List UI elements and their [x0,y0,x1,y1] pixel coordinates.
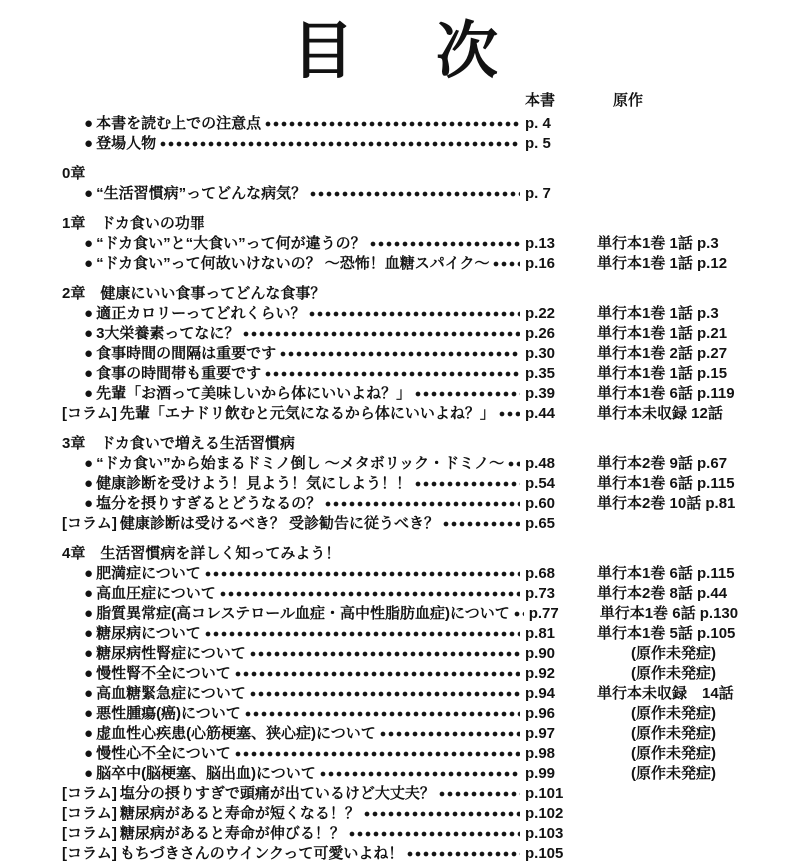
dot-leader [243,330,520,338]
bullet-icon: ● [84,325,94,342]
entry-title: “生活習慣病”ってどんな病気？ [96,185,307,202]
column-tag: [コラム] [62,825,117,842]
toc-entry [62,684,792,704]
entry-title: 慢性心不全について [96,745,231,762]
column-headers [62,92,792,110]
dot-leader [235,670,520,678]
bullet-icon: ● [84,745,94,762]
toc-entry [62,234,792,254]
entry-title: 適正カロリーってどれくらい？ [96,305,306,322]
toc-entry [62,324,792,344]
page-number: p.35 [525,365,556,382]
column-header-spacer [62,92,525,110]
page-number: p.77 [528,605,559,622]
dot-leader [349,830,520,838]
original-ref: (原作未発症) [631,645,716,662]
original-ref: 単行本2巻 9話 p.67 [597,455,728,472]
bullet-icon: ● [84,705,94,722]
bullet-icon: ● [84,725,94,742]
original-ref: 単行本1巻 6話 p.115 [597,565,735,582]
bullet-icon: ● [84,365,94,382]
original-ref: 単行本1巻 1話 p.12 [597,255,728,272]
original-ref: 単行本未収録 14話 [597,685,734,702]
dot-leader [493,260,520,268]
original-ref: (原作未発症) [631,745,716,762]
toc-entry [62,564,792,584]
page-number: p.30 [525,345,556,362]
original-ref: 単行本1巻 5話 p.105 [597,625,736,642]
toc-entry [62,724,792,744]
toc-entry [62,624,792,644]
column-tag: [コラム] [62,405,117,422]
bullet-icon: ● [84,115,94,132]
page-number: p.101 [525,785,564,802]
entry-title: 糖尿病について [96,625,201,642]
dot-leader [320,770,520,778]
bullet-icon: ● [84,185,94,202]
page-number: p.22 [525,305,556,322]
toc-section [62,284,792,424]
dot-leader [265,370,520,378]
page-number: p. 5 [525,135,551,152]
dot-leader [380,730,520,738]
column-tag: [コラム] [62,785,117,802]
toc-section [62,114,792,154]
original-ref: (原作未発症) [631,725,716,742]
entry-title: 先輩「お酒って美味しいから体にいいよね？」 [96,385,412,402]
toc-entry [62,134,792,154]
original-ref: 単行本1巻 2話 p.27 [597,345,728,362]
entry-title: 糖尿病があると寿命が伸びる！？ [119,825,345,842]
entry-title: 糖尿病性腎症について [96,645,246,662]
section-heading: 3章 ドカ食いで増える生活習慣病 [62,435,295,452]
entry-title: “ドカ食い”から始まるドミノ倒し ～メタボリック・ドミノ～ [96,455,505,472]
page-number: p.97 [525,725,556,742]
column-header-book: 本書 [525,92,556,109]
page-number: p.92 [525,665,556,682]
toc-list [62,114,792,864]
column-tag: [コラム] [62,515,117,532]
dot-leader [160,140,520,148]
page-number: p.94 [525,685,556,702]
page-number: p.102 [525,805,564,822]
page-number: p.81 [525,625,556,642]
bullet-icon: ● [84,455,94,472]
toc-entry [62,744,792,764]
dot-leader [265,120,520,128]
dot-leader [364,810,520,818]
bullet-icon: ● [84,685,94,702]
original-ref: 単行本1巻 1話 p.21 [597,325,728,342]
entry-title: 食事の時間帯も重要です [96,365,262,382]
entry-title: “ドカ食い”と“大食い”って何が違うの？ [96,235,366,252]
section-heading: 1章 ドカ食いの功罪 [62,215,205,232]
toc-entry [62,184,792,204]
original-ref: (原作未発症) [631,705,716,722]
toc-entry [62,454,792,474]
dot-leader [415,480,520,488]
entry-title: 健康診断を受けよう！見よう！気にしよう！！ [96,475,412,492]
toc-entry [62,474,792,494]
dot-leader [407,850,520,858]
column-tag: [コラム] [62,845,117,862]
section-heading: 2章 健康にいい食事ってどんな食事？ [62,285,326,302]
bullet-icon: ● [84,625,94,642]
dot-leader [514,610,524,618]
bullet-icon: ● [84,235,94,252]
original-ref: 単行本2巻 10話 p.81 [597,495,736,512]
dot-leader [205,570,520,578]
bullet-icon: ● [84,605,94,622]
original-ref: (原作未発症) [631,765,716,782]
entry-title: 塩分の摂りすぎで頭痛が出ているけど大丈夫？ [119,785,435,802]
dot-leader [280,350,520,358]
toc-entry [62,254,792,274]
bullet-icon: ● [84,645,94,662]
entry-title: 健康診断は受けるべき？ 受診勧告に従うべき？ [119,515,440,532]
page-number: p.16 [525,255,556,272]
entry-title: 高血糖緊急症について [96,685,246,702]
bullet-icon: ● [84,765,94,782]
entry-title: 慢性腎不全について [96,665,231,682]
section-heading: 4章 生活習慣病を詳しく知ってみよう！ [62,545,341,562]
toc-entry [62,604,792,624]
page-number: p.96 [525,705,556,722]
entry-title: 高血圧症について [96,585,216,602]
toc-body [0,92,800,864]
section-heading: 0章 [62,165,86,182]
bullet-icon: ● [84,345,94,362]
toc-section [62,214,792,274]
page-number: p.98 [525,745,556,762]
dot-leader [250,690,520,698]
entry-title: 登場人物 [96,135,157,152]
original-ref: 単行本1巻 1話 p.3 [597,235,719,252]
entry-title: 悪性腫瘍(癌)について [96,705,241,722]
toc-entry [62,844,792,864]
toc-entry [62,114,792,134]
page-number: p.90 [525,645,556,662]
dot-leader [250,650,520,658]
page-number: p.54 [525,475,556,492]
page-number: p.39 [525,385,556,402]
entry-title: 虚血性心疾患(心筋梗塞、狭心症)について [96,725,376,742]
toc-entry [62,644,792,664]
page-number: p.13 [525,235,556,252]
dot-leader [499,410,520,418]
bullet-icon: ● [84,135,94,152]
toc-entry [62,704,792,724]
page-title: 目 次 [291,17,508,86]
dot-leader [220,590,520,598]
toc-entry [62,764,792,784]
dot-leader [235,750,520,758]
bullet-icon: ● [84,385,94,402]
bullet-icon: ● [84,665,94,682]
dot-leader [370,240,520,248]
toc-entry [62,304,792,324]
entry-title: 3大栄養素ってなに？ [96,325,240,342]
entry-title: 脂質異常症(高コレステロール血症・高中性脂肪血症)について [96,605,510,622]
dot-leader [309,310,520,318]
column-tag: [コラム] [62,805,117,822]
dot-leader [325,500,520,508]
page-number: p.105 [525,845,564,862]
bullet-icon: ● [84,475,94,492]
entry-title: 食事時間の間隔は重要です [96,345,277,362]
bullet-icon: ● [84,565,94,582]
page-number: p.65 [525,515,556,532]
original-ref: 単行本1巻 1話 p.3 [597,305,719,322]
toc-entry [62,584,792,604]
entry-title: 脳卒中(脳梗塞、脳出血)について [96,765,316,782]
page-number: p.44 [525,405,556,422]
page-number: p. 4 [525,115,551,132]
original-ref: 単行本1巻 1話 p.15 [597,365,728,382]
toc-entry [62,364,792,384]
dot-leader [205,630,520,638]
toc-entry [62,494,792,514]
toc-section [62,434,792,534]
dot-leader [245,710,520,718]
entry-title: 塩分を摂りすぎるとどうなるの？ [96,495,322,512]
entry-title: 本書を読む上での注意点 [96,115,262,132]
toc-section [62,164,792,204]
dot-leader [439,790,520,798]
page-number: p.26 [525,325,556,342]
page-number: p.73 [525,585,556,602]
bullet-icon: ● [84,585,94,602]
original-ref: 単行本2巻 8話 p.44 [597,585,728,602]
toc-entry [62,384,792,404]
page-number: p.68 [525,565,556,582]
column-header-original: 原作 [613,92,644,109]
page-number: p.48 [525,455,556,472]
dot-leader [415,390,520,398]
entry-title: “ドカ食い”って何故いけないの？ ～恐怖！血糖スパイク～ [96,255,490,272]
entry-title: もちづきさんのウインクって可愛いよね！ [119,845,404,862]
toc-entry [62,664,792,684]
entry-title: 肥満症について [96,565,201,582]
original-ref: 単行本1巻 6話 p.119 [597,385,735,402]
original-ref: (原作未発症) [631,665,716,682]
page-number: p.60 [525,495,556,512]
toc-entry [62,824,792,844]
toc-section [62,544,792,864]
dot-leader [310,190,520,198]
entry-title: 先輩「エナドリ飲むと元気になるから体にいいよね？」 [119,405,495,422]
dot-leader [508,460,520,468]
page-number: p. 7 [525,185,551,202]
toc-entry [62,344,792,364]
page-number: p.103 [525,825,564,842]
original-ref: 単行本1巻 6話 p.130 [599,605,739,622]
toc-entry [62,804,792,824]
bullet-icon: ● [84,495,94,512]
page-number: p.99 [525,765,556,782]
bullet-icon: ● [84,305,94,322]
toc-entry [62,784,792,804]
bullet-icon: ● [84,255,94,272]
original-ref: 単行本未収録 12話 [597,405,723,422]
original-ref: 単行本1巻 6話 p.115 [597,475,735,492]
dot-leader [443,520,520,528]
entry-title: 糖尿病があると寿命が短くなる！？ [119,805,360,822]
toc-entry [62,404,792,424]
toc-entry [62,514,792,534]
